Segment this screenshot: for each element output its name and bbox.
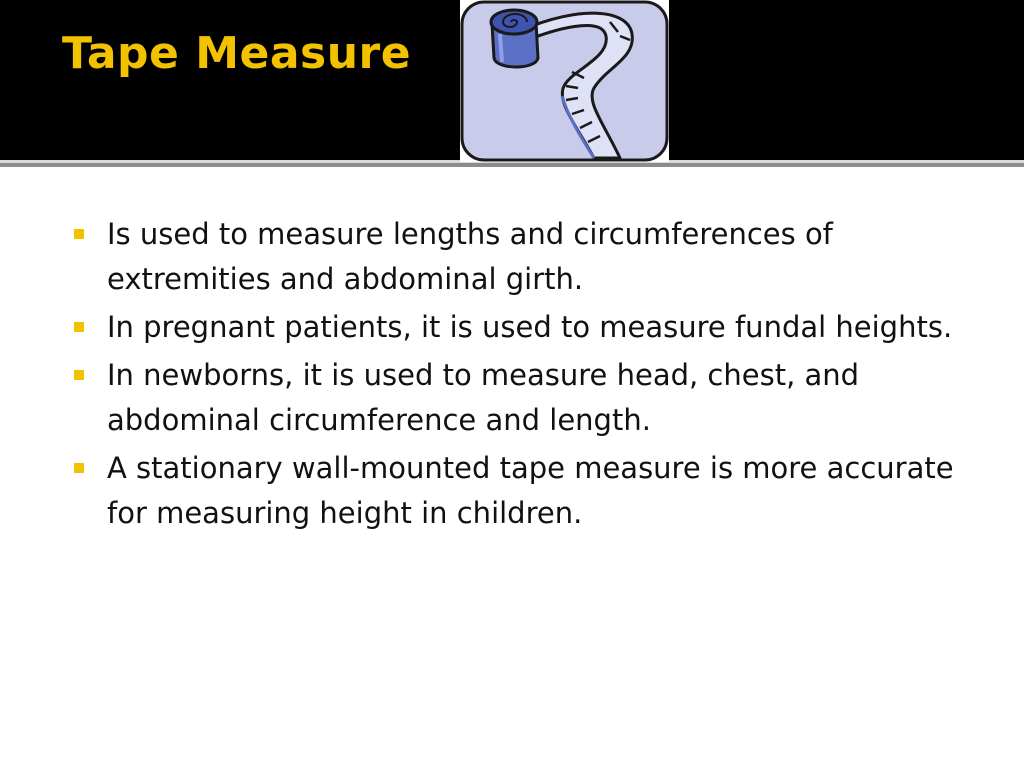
tape-measure-icon — [460, 0, 669, 162]
bullet-text: In newborns, it is used to measure head, chest, and abdominal circumference and length. — [107, 358, 860, 437]
bullet-marker — [74, 463, 84, 473]
list-item — [70, 353, 960, 443]
bullet-text: Is used to measure lengths and circumferences of extremities and abdominal girth. — [107, 217, 833, 296]
list-item — [70, 446, 960, 536]
bullet-marker — [74, 370, 84, 380]
list-item — [70, 212, 960, 302]
list-item — [70, 305, 960, 350]
title-divider-shadow — [0, 163, 1024, 167]
bullet-list — [70, 212, 960, 539]
bullet-text: In pregnant patients, it is used to measure fundal heights. — [107, 310, 953, 344]
bullet-marker — [74, 229, 84, 239]
bullet-marker — [74, 322, 84, 332]
bullet-text: A stationary wall-mounted tape measure is more accurate for measuring height in children. — [107, 451, 954, 530]
slide-title: Tape Measure — [62, 28, 412, 79]
